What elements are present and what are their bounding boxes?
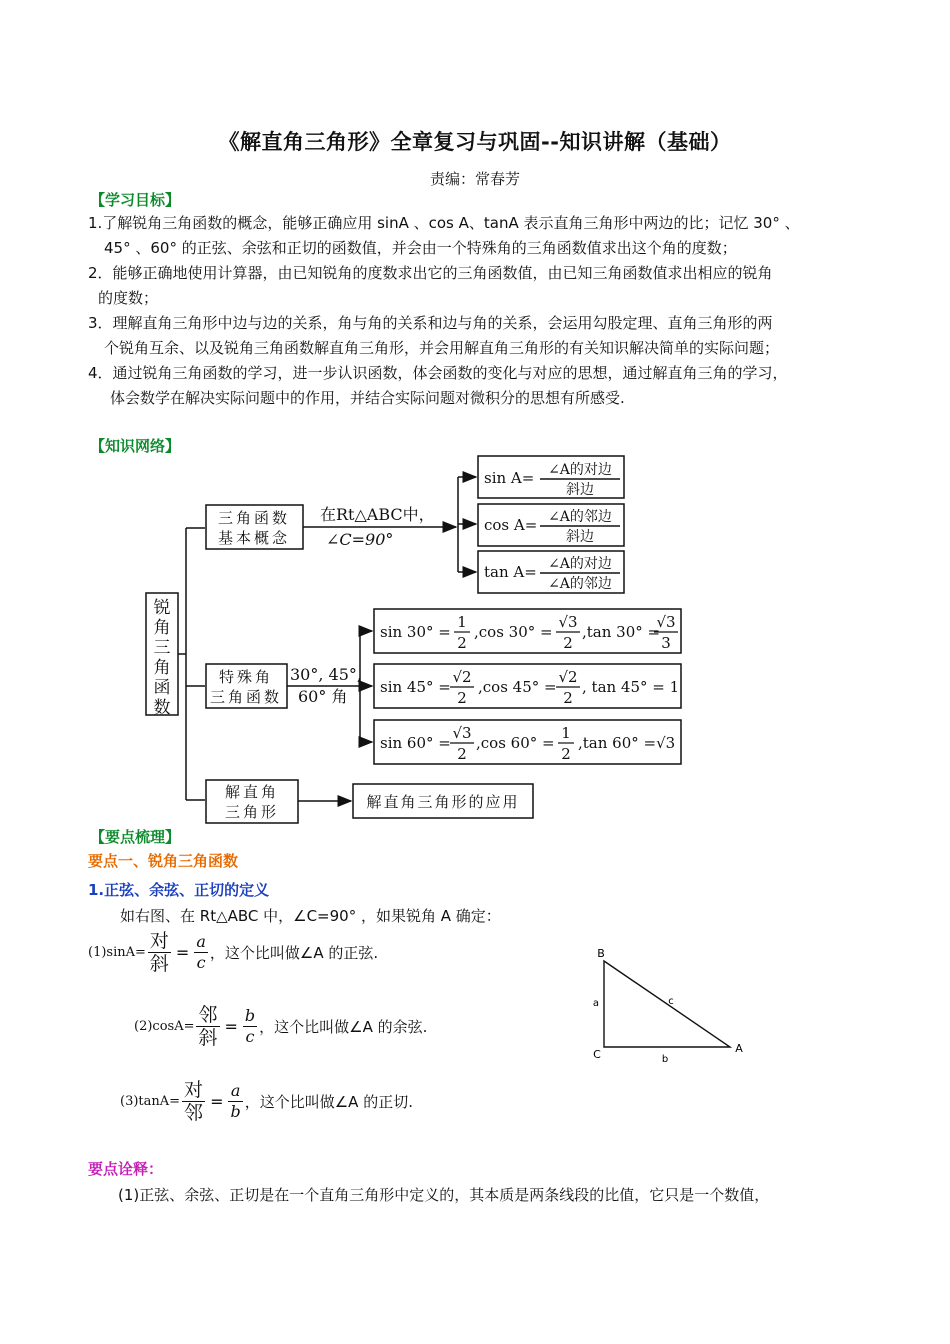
sp60-sin: sin 60° = bbox=[380, 734, 451, 752]
sp30-sin: sin 30° = bbox=[380, 623, 451, 641]
def-tan-suffix: ，这个比叫做∠A 的正切. bbox=[244, 1093, 413, 1111]
tan-def-den: ∠A的邻边 bbox=[548, 576, 612, 592]
def-cos-prefix: (2)cosA= bbox=[134, 1019, 195, 1034]
sp30-tan-den: 3 bbox=[661, 634, 671, 652]
box1-line-2: 基本概念 bbox=[217, 529, 291, 547]
sin-def-den: 斜边 bbox=[566, 482, 594, 498]
goal-3-line-1: 3．理解直角三角形中边与边的关系，角与角的关系和边与角的关系，会运用勾股定理、直角三角形的两 bbox=[88, 314, 773, 332]
def-cos-frac-letters: $\frac{b}{c}$ bbox=[244, 1006, 256, 1046]
goal-2-line-1: 2．能够正确地使用计算器，由已知锐角的度数求出它的三角函数值，由已知三角函数值求出相应的锐角 bbox=[88, 264, 773, 282]
root-char-4: 角 bbox=[153, 658, 171, 678]
def-sin: (1)sinA= $\frac{\text{对}}{\text{斜}}$ = $\frac{a}{c}$ ，这个比叫做∠A 的正弦. bbox=[88, 930, 379, 975]
def-tan-prefix: (3)tanA= bbox=[120, 1094, 181, 1109]
def-sin-frac-letters: $\frac{a}{c}$ bbox=[196, 932, 206, 972]
knowledge-network-diagram bbox=[0, 440, 950, 830]
box2-line-2: 三角函数 bbox=[209, 688, 283, 706]
side-b: b bbox=[661, 1054, 669, 1065]
goals-heading: 【学习目标】 bbox=[90, 191, 181, 209]
root-char-3: 三 bbox=[153, 638, 171, 658]
intro-line: 如右图、在 Rt△ABC 中，∠C=90° ，如果锐角 A 确定： bbox=[120, 907, 501, 925]
note-heading: 要点诠释： bbox=[88, 1160, 164, 1178]
def-cos: (2)cosA= $\frac{\text{邻}}{\text{斜}}$ = $\frac{b}{c}$ ，这个比叫做∠A 的余弦. bbox=[134, 1004, 428, 1049]
side-c: c bbox=[668, 996, 674, 1007]
goal-4-line-1: 4．通过锐角三角函数的学习，进一步认识函数，体会函数的变化与对应的思想，通过解直角三角的学习， bbox=[88, 364, 788, 382]
def-sin-frac-words: $\frac{\text{对}}{\text{斜}}$ bbox=[149, 930, 169, 975]
sp30-cos-den: 2 bbox=[563, 634, 573, 652]
vertex-C: C bbox=[593, 1048, 601, 1061]
sp30-sin-num: 1 bbox=[457, 613, 467, 631]
goal-4-line-2: 体会数学在解决实际问题中的作用，并结合实际问题对微积分的思想有所感受. bbox=[110, 389, 625, 407]
vertex-A: A bbox=[735, 1042, 743, 1055]
def-sin-suffix: ，这个比叫做∠A 的正弦. bbox=[209, 944, 379, 962]
root-char-6: 数 bbox=[153, 698, 171, 718]
point1-heading: 要点一、锐角三角函数 bbox=[88, 852, 239, 870]
sp45-sin: sin 45° = bbox=[380, 678, 451, 696]
sp45-tan: , tan 45° = 1 bbox=[582, 678, 680, 696]
goal-1-line-2: 45° 、60° 的正弦、余弦和正切的函数值，并会由一个特殊角的三角函数值求出这个角的度数； bbox=[104, 239, 737, 257]
sin-def-left: sin A= bbox=[484, 469, 535, 487]
sp45-cos-den: 2 bbox=[563, 689, 573, 707]
key-points-heading: 【要点梳理】 bbox=[90, 828, 181, 846]
def-tan: (3)tanA= $\frac{\text{对}}{\text{邻}}$ = $\frac{a}{b}$ ，这个比叫做∠A 的正切. bbox=[120, 1079, 413, 1124]
sp60-cos-den: 2 bbox=[561, 745, 571, 763]
sp45-cos-num: √2 bbox=[558, 668, 578, 686]
page-title: 《解直角三角形》全章复习与巩固--知识讲解（基础） bbox=[218, 130, 732, 154]
sp60-sin-num: √3 bbox=[452, 724, 472, 742]
sp45-sin-den: 2 bbox=[457, 689, 467, 707]
author-line: 责编：常春芳 bbox=[429, 170, 520, 188]
tan-def-num: ∠A的对边 bbox=[548, 556, 612, 572]
cond2-line-2: 60° 角 bbox=[298, 687, 348, 706]
sp30-tan: ,tan 30° = bbox=[582, 623, 661, 641]
def-tan-frac-words: $\frac{\text{对}}{\text{邻}}$ bbox=[184, 1079, 204, 1124]
box1-line-1: 三角函数 bbox=[217, 509, 291, 527]
sp60-cos: ,cos 60° = bbox=[476, 734, 555, 752]
vertex-B: B bbox=[597, 947, 605, 960]
sin-def-num: ∠A的对边 bbox=[548, 462, 612, 478]
sp45-sin-num: √2 bbox=[452, 668, 472, 686]
goal-3-line-2: 个锐角互余、以及锐角三角函数解直角三角形，并会用解直角三角形的有关知识解决简单的实际问题； bbox=[104, 339, 780, 357]
right-triangle-figure bbox=[585, 940, 755, 1070]
box2-line-1: 特殊角 bbox=[218, 668, 274, 686]
network-heading: 【知识网络】 bbox=[90, 437, 181, 455]
box3-line-2: 三角形 bbox=[224, 803, 280, 821]
def-cos-frac-words: $\frac{\text{邻}}{\text{斜}}$ bbox=[198, 1004, 218, 1049]
note-line-1: (1)正弦、余弦、正切是在一个直角三角形中定义的，其本质是两条线段的比值，它只是一个数值， bbox=[118, 1186, 770, 1204]
root-char-2: 角 bbox=[153, 618, 171, 638]
sp30-sin-den: 2 bbox=[457, 634, 467, 652]
cos-def-num: ∠A的邻边 bbox=[548, 509, 612, 525]
sp30-cos: ,cos 30° = bbox=[474, 623, 553, 641]
sp60-tan: ,tan 60° =√3 bbox=[578, 734, 676, 752]
def-tan-frac-letters: $\frac{a}{b}$ bbox=[230, 1081, 241, 1121]
side-a: a bbox=[592, 998, 600, 1009]
cond1-line-2: ∠C=90° bbox=[326, 530, 394, 549]
sp60-sin-den: 2 bbox=[457, 745, 467, 763]
root-char-1: 锐 bbox=[153, 598, 171, 618]
root-char-5: 函 bbox=[153, 678, 171, 698]
tan-def-left: tan A= bbox=[484, 563, 537, 581]
cos-def-left: cos A= bbox=[484, 516, 538, 534]
goal-1-line-1: 1.了解锐角三角函数的概念，能够正确应用 sinA 、cos A、tanA 表示直角三角形中两边的比；记忆 30° 、 bbox=[88, 214, 800, 232]
sp30-tan-num: √3 bbox=[656, 613, 676, 631]
sub1-heading: 1.正弦、余弦、正切的定义 bbox=[88, 881, 270, 899]
goal-2-line-2: 的度数； bbox=[98, 289, 159, 307]
def-cos-suffix: ，这个比叫做∠A 的余弦. bbox=[259, 1018, 428, 1036]
box3-line-1: 解直角 bbox=[224, 783, 280, 801]
def-sin-prefix: (1)sinA= bbox=[88, 945, 146, 960]
cond1-line-1: 在Rt△ABC中， bbox=[320, 505, 435, 524]
sp60-cos-num: 1 bbox=[561, 724, 571, 742]
cos-def-den: 斜边 bbox=[566, 529, 594, 545]
cond2-line-1: 30°, 45°, bbox=[290, 665, 362, 684]
sp30-cos-num: √3 bbox=[558, 613, 578, 631]
application-label: 解直角三角形的应用 bbox=[366, 793, 520, 811]
sp45-cos: ,cos 45° = bbox=[478, 678, 557, 696]
